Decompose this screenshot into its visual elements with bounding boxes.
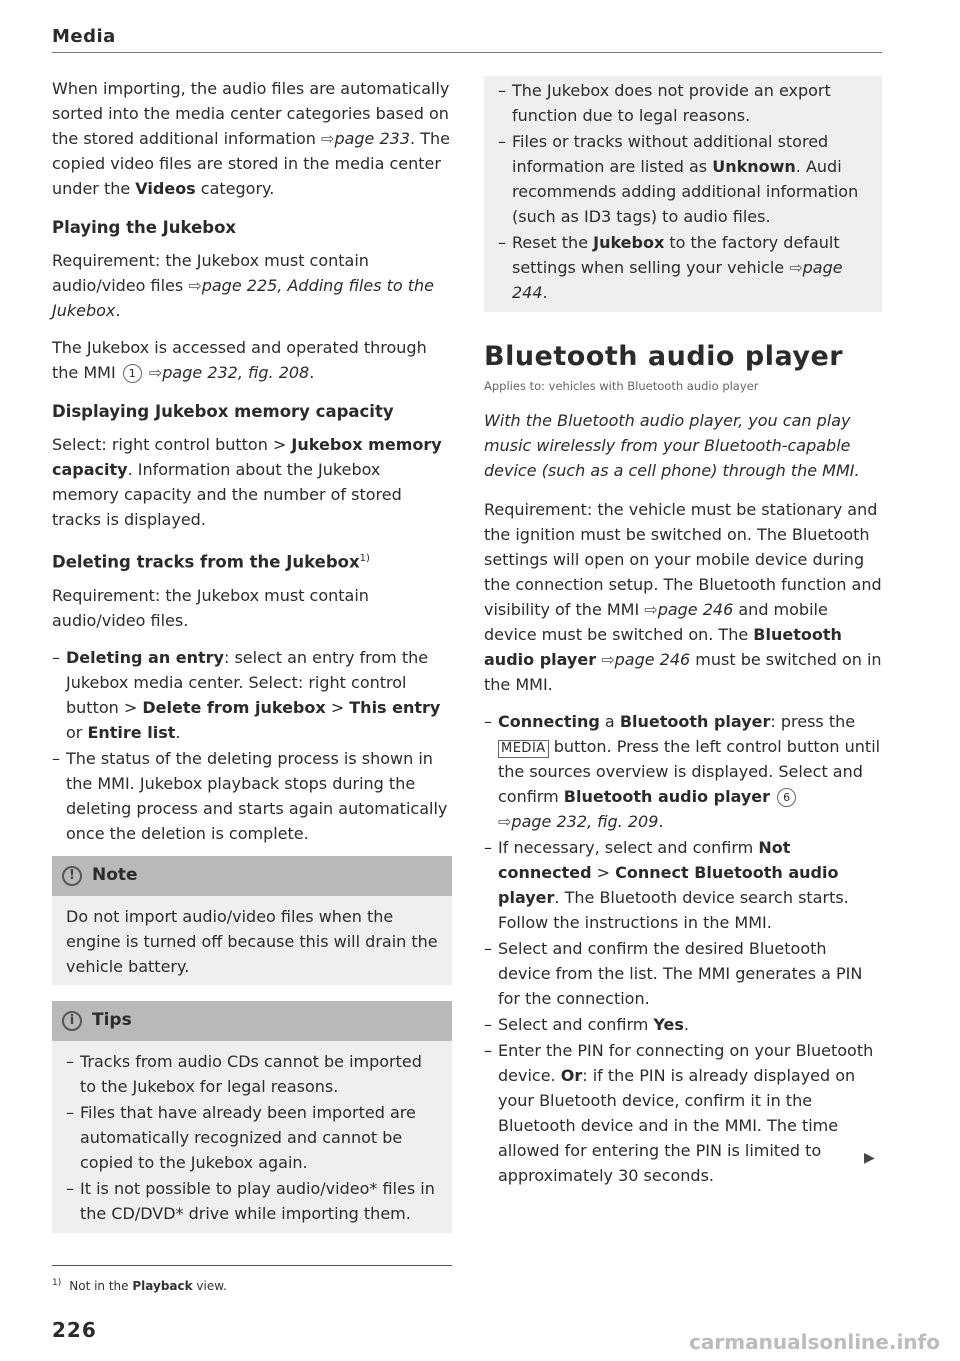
section-header: Media — [52, 26, 116, 47]
bold-term: Deleting an entry — [66, 647, 224, 667]
bold-term: Connecting — [498, 712, 600, 731]
bold-term: This entry — [349, 697, 441, 717]
text: Requirement: the vehicle must be stationary and the ignition must be switched on. The Bluetooth settings will open on your mobile device during the connection setup. The Bluetooth function and visibility of the MMI — [484, 500, 882, 619]
arrow-right-icon: ⇨ — [644, 600, 658, 619]
text: Files or tracks without additional stored information are listed as — [512, 132, 829, 176]
note-title: Note — [92, 865, 138, 885]
list-item: – It is not possible to play audio/video* files in the CD/DVD* drive while importing them. — [66, 1176, 438, 1226]
text: a — [599, 712, 620, 731]
list-item — [484, 835, 882, 935]
text: : select an entry from the Jukebox media center. Select: right control button > — [66, 647, 429, 717]
memory-paragraph — [52, 432, 452, 532]
list-item: – Select and confirm the desired Bluetooth device from the list. The MMI generates a PIN for the connection. — [484, 936, 882, 1011]
text: . — [542, 283, 548, 302]
heading-playing-jukebox: Playing the Jukebox — [52, 218, 237, 237]
bold-term: Jukebox memory capacity — [52, 435, 442, 479]
playing-access — [52, 335, 452, 385]
text: . The Bluetooth device search starts. Follow the instructions in the MMI. — [498, 888, 849, 932]
page-number: 226 — [52, 1318, 97, 1342]
info-icon: i — [62, 1011, 82, 1031]
list-item: – Files that have already been imported are automatically recognized and cannot be copied to the Jukebox again. — [66, 1100, 438, 1175]
media-key-label: MEDIA — [498, 740, 549, 758]
list-item — [498, 230, 868, 305]
tips-header — [52, 1001, 452, 1041]
bold-term: Connect Bluetooth audio player — [498, 863, 839, 907]
callout-number-icon: 6 — [777, 788, 796, 807]
text: : if the PIN is already displayed on your Bluetooth device, confirm it in the Bluetooth device and in the MMI. The time allowed for entering the PIN is limited to approximately 30 seconds. — [498, 1066, 856, 1185]
list-item — [498, 129, 868, 229]
text: The Jukebox is accessed and operated through the MMI — [52, 338, 427, 382]
bold-term: Or — [560, 1066, 583, 1085]
right-column — [484, 76, 882, 1198]
list-item: – Tracks from audio CDs cannot be imported to the Jukebox for legal reasons. — [66, 1049, 438, 1099]
text: : press the — [770, 712, 856, 731]
arrow-right-icon: ⇨ — [789, 258, 803, 277]
bold-term: Jukebox — [593, 233, 665, 252]
text: . Information about the Jukebox memory capacity and the number of stored tracks is displayed. — [52, 460, 402, 529]
text: to the factory default settings when selling your vehicle — [512, 233, 840, 277]
watermark: carmanualsonline.info — [689, 1330, 940, 1354]
deleting-list — [52, 645, 452, 846]
text: . Audi recommends adding additional information (such as ID3 tags) to audio files. — [512, 157, 859, 226]
note-body: Do not import audio/video files when the engine is turned off because this will drain the vehicle battery. — [66, 906, 438, 976]
bold-term: Not connected — [498, 838, 791, 882]
tips-continued-list — [498, 78, 868, 305]
arrow-right-icon: ⇨ — [498, 812, 512, 831]
list-item: – The status of the deleting process is shown in the MMI. Jukebox playback stops during the deleting process and starts again automatically once the deletion is complete. — [52, 746, 452, 846]
page-ref-link[interactable]: page 233 — [334, 129, 411, 148]
text: Select: right control button > — [52, 435, 292, 454]
playing-requirement — [52, 248, 452, 323]
bluetooth-steps-list — [484, 709, 882, 1188]
header-rule — [52, 52, 882, 53]
tips-list — [66, 1049, 438, 1226]
bluetooth-intro: With the Bluetooth audio player, you can play music wirelessly from your Bluetooth-capable device (such as a cell phone) through the MMI. — [484, 411, 860, 480]
text: If necessary, select and confirm — [498, 838, 759, 857]
import-intro-paragraph — [52, 76, 452, 201]
bold-term: Entire list — [87, 722, 176, 742]
text: Reset the — [512, 233, 594, 252]
text: > — [325, 697, 350, 717]
footnote-marker: 1) — [52, 1278, 62, 1288]
page-ref-link[interactable]: page 244 — [512, 258, 843, 302]
deleting-requirement: Requirement: the Jukebox must contain audio/video files. — [52, 585, 369, 630]
list-item — [52, 645, 452, 745]
page-ref-link[interactable]: page 232, fig. 209 — [511, 812, 659, 831]
exclamation-icon: ! — [62, 866, 82, 886]
text: Not in the — [69, 1279, 133, 1293]
bold-term: Yes — [653, 1015, 684, 1034]
text: Requirement: the Jukebox must contain audio/video files — [52, 251, 369, 295]
list-item: – The Jukebox does not provide an export function due to legal reasons. — [498, 78, 868, 128]
heading-bluetooth-audio-player: Bluetooth audio player — [484, 341, 844, 372]
arrow-right-icon: ⇨ — [148, 363, 163, 382]
list-item — [484, 1038, 882, 1188]
arrow-right-icon: ⇨ — [188, 276, 202, 295]
tips-box — [52, 1001, 452, 1233]
bluetooth-requirement — [484, 497, 882, 697]
bold-term: Videos — [135, 179, 196, 198]
bold-term: Bluetooth audio player — [484, 625, 842, 669]
text: > — [591, 863, 616, 882]
page-ref-link[interactable]: page 246 — [657, 600, 734, 619]
text: Select and confirm — [498, 1015, 654, 1034]
text: button. Press the left control button until the sources overview is displayed. Select and confirm — [498, 737, 881, 806]
continue-triangle-icon: ▶ — [864, 1150, 875, 1166]
text: . — [658, 812, 664, 831]
bold-term: Unknown — [712, 157, 796, 176]
text: . — [115, 301, 121, 320]
tips-title: Tips — [92, 1010, 132, 1030]
bold-term: Bluetooth player — [619, 712, 771, 731]
tips-continued-box — [484, 76, 882, 312]
applies-to: Applies to: vehicles with Bluetooth audio player — [484, 379, 759, 393]
text: . — [683, 1015, 689, 1034]
text: Enter the PIN for connecting on your Bluetooth device. — [498, 1041, 874, 1085]
text: must be switched on in the MMI. — [484, 650, 882, 694]
text: . — [175, 722, 181, 742]
text: and mobile device must be switched on. The — [484, 600, 828, 644]
callout-number-icon: 1 — [123, 364, 142, 383]
footnote-marker: 1) — [359, 553, 370, 564]
arrow-right-icon: ⇨ — [601, 650, 615, 669]
left-column — [52, 76, 452, 1249]
text: . — [309, 363, 315, 382]
text: view. — [192, 1279, 227, 1293]
page-ref-link[interactable]: page 232, fig. 208 — [162, 363, 310, 382]
note-box — [52, 856, 452, 985]
bold-term: Playback — [132, 1279, 193, 1293]
tips-body — [52, 1041, 452, 1233]
bold-term: Bluetooth audio player — [563, 787, 771, 806]
footnote-rule — [52, 1265, 452, 1266]
page-ref-link[interactable]: page 225, Adding files to the Jukebox — [52, 276, 435, 320]
page-ref-link[interactable]: page 246 — [614, 650, 691, 669]
heading-text: Deleting tracks from the Jukebox — [52, 552, 360, 572]
list-item — [484, 1012, 882, 1037]
list-item — [484, 709, 882, 834]
heading-memory-capacity: Displaying Jukebox memory capacity — [52, 402, 394, 421]
note-header — [52, 856, 452, 896]
heading-deleting-tracks — [52, 546, 452, 575]
arrow-right-icon: ⇨ — [321, 129, 335, 148]
text: or — [66, 722, 88, 742]
text: When importing, the audio files are automatically sorted into the media center categories based on the stored additional information — [52, 79, 450, 148]
bold-term: Delete from jukebox — [142, 697, 326, 717]
footnote — [52, 1278, 227, 1293]
text: category. — [195, 179, 275, 198]
text: . The copied video files are stored in the media center under the — [52, 129, 450, 198]
